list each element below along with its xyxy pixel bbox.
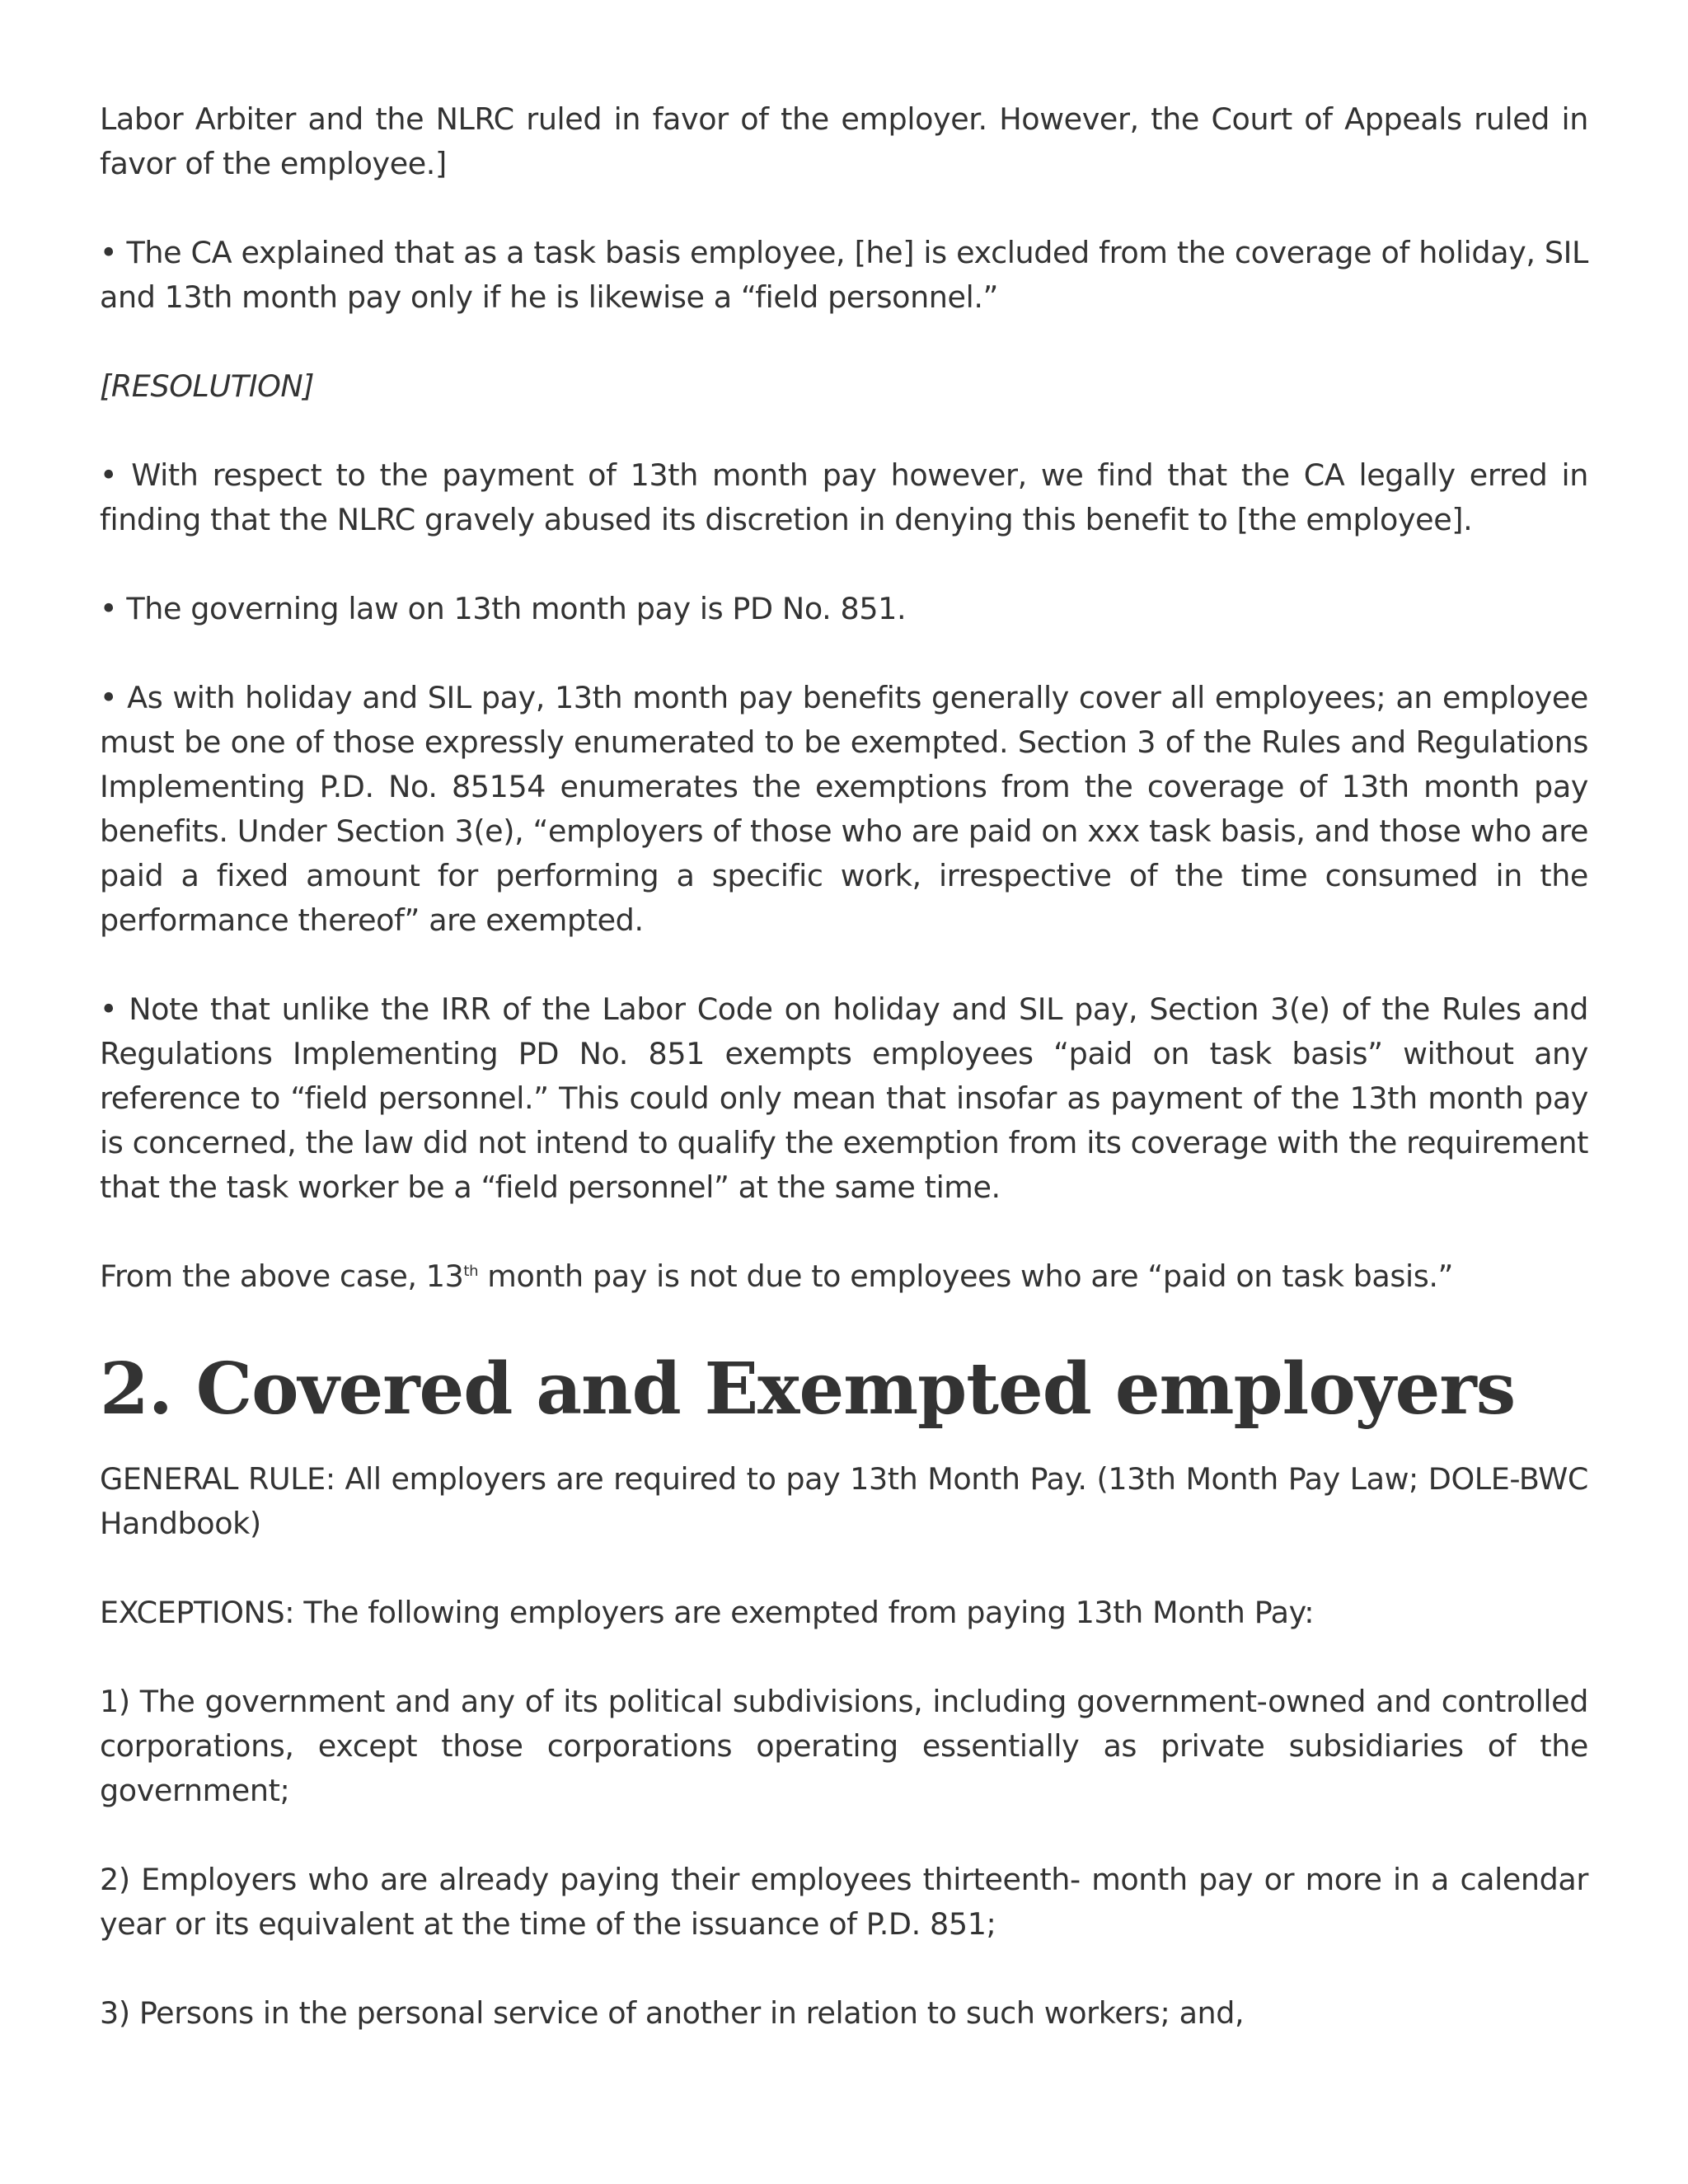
paragraph-ca-erred: • With respect to the payment of 13th month pay however, we find that the CA legally erred in finding that the NLRC gravely abused its discretion in denying this benefit to [the employee]. [100, 457, 1588, 537]
conclusion-before: From the above case, 13 [100, 1258, 464, 1294]
paragraph-governing-law: • The governing law on 13th month pay is PD No. 851. [100, 591, 907, 626]
section-heading: 2. Covered and Exempted employers [100, 1347, 1516, 1431]
list-item-government: 1) The government and any of its political subdivisions, including government-owned and controlled corporations, except those corporations operating essentially as private subsidiaries of the government; [100, 1684, 1588, 1808]
conclusion-superscript: th [463, 1262, 479, 1280]
list-item-already-paying: 2) Employers who are already paying their employees thirteenth- month pay or more in a calendar year or its equivalent at the time of the issuance of P.D. 851; [100, 1862, 1588, 1942]
paragraph-irr-note: • Note that unlike the IRR of the Labor Code on holiday and SIL pay, Section 3(e) of the Rules and Regulations Implementing PD No. 851 exempts employees “paid on task basis” without any reference to “field personnel.” This could only mean that insofar as payment of the 13th month pay is concerned, the law did not intend to qualify the exemption from its coverage with the requirement that the task worker be a “field personnel” at the same time. [100, 991, 1588, 1205]
document-page [100, 97, 1588, 2036]
list-item-personal-service: 3) Persons in the personal service of another in relation to such workers; and, [100, 1995, 1245, 2031]
paragraph-ca-explanation: • The CA explained that as a task basis employee, [he] is excluded from the coverage of holiday, SIL and 13th month pay only if he is likewise a “field personnel.” [100, 235, 1588, 315]
resolution-label: [RESOLUTION] [100, 368, 315, 404]
paragraph-exemptions: • As with holiday and SIL pay, 13th month pay benefits generally cover all employees; an employee must be one of those expressly enumerated to be exempted. Section 3 of the Rules and Regulations Implementing P.D. No. 85154 enumerates the exemptions from the coverage of 13th month pay benefits. Under Section 3(e), “employers of those who are paid on xxx task basis, and those who are paid a fixed amount for performing a specific work, irrespective of the time consumed in the performance thereof” are exempted. [100, 680, 1588, 938]
paragraph-exceptions-intro: EXCEPTIONS: The following employers are exempted from paying 13th Month Pay: [100, 1595, 1315, 1630]
paragraph-conclusion [100, 1254, 1588, 1299]
paragraph-general-rule: GENERAL RULE: All employers are required to pay 13th Month Pay. (13th Month Pay Law; DOLE-BWC Handbook) [100, 1461, 1588, 1541]
conclusion-after: month pay is not due to employees who are “paid on task basis.” [478, 1258, 1454, 1294]
paragraph-rulings: Labor Arbiter and the NLRC ruled in favor of the employer. However, the Court of Appeals ruled in favor of the employee.] [100, 101, 1588, 181]
